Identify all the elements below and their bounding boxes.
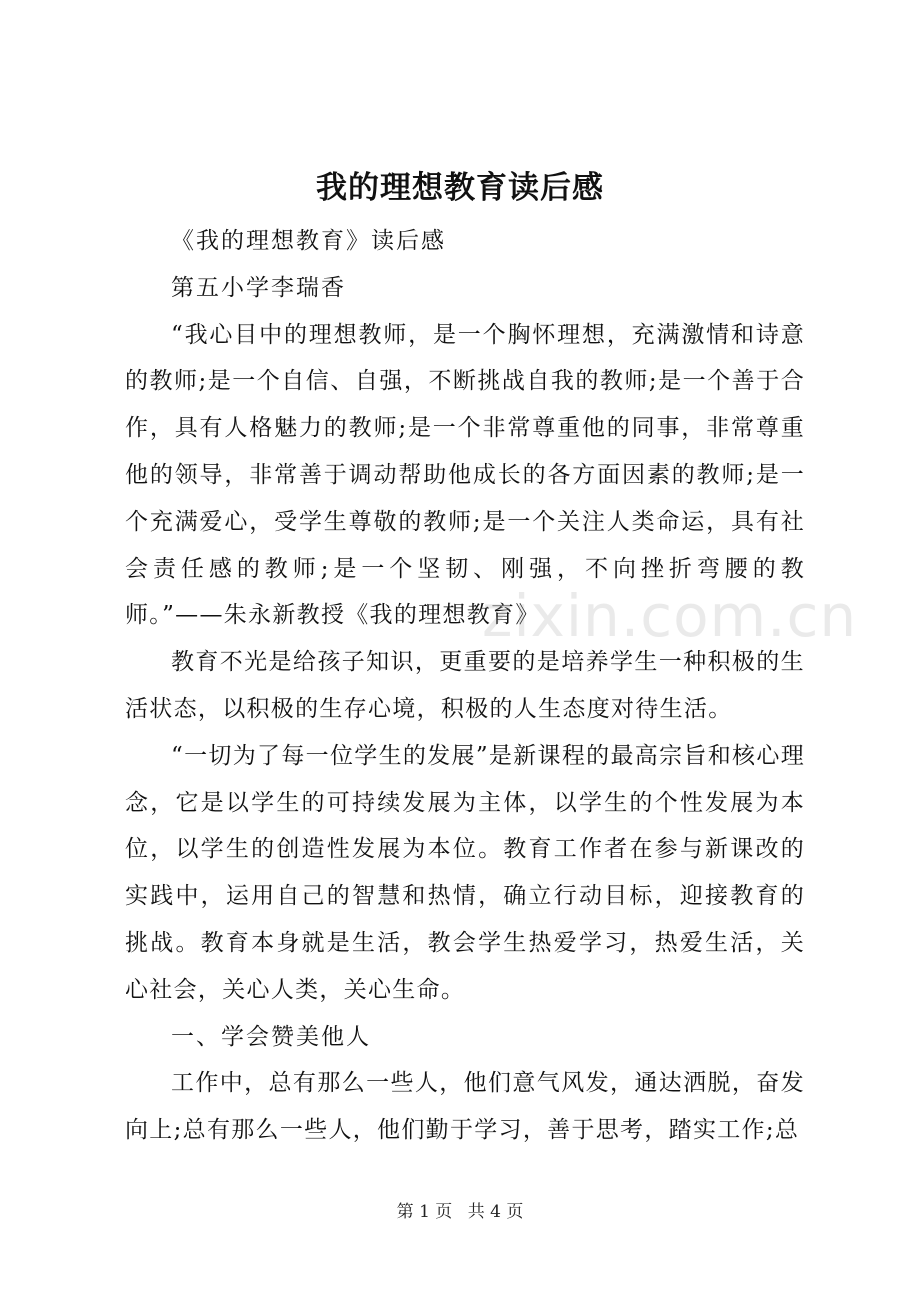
watermark: zixin.com.cn xyxy=(482,582,858,650)
page-number: 第 1 页 xyxy=(396,1202,453,1222)
paragraph-education: 教育不光是给孩子知识，更重要的是培养学生一种积极的生活状态，以积极的生存心境，积极的人生态度对待生活。 xyxy=(125,649,805,722)
paragraph-work: 工作中，总有那么一些人，他们意气风发，通达洒脱，奋发向上;总有那么一些人，他们勤于学习，善于思考，踏实工作;总 xyxy=(125,1070,805,1144)
paragraph-subtitle: 《我的理想教育》读后感 xyxy=(171,228,446,254)
section-heading-praise: 一、学会赞美他人 xyxy=(171,1023,371,1050)
document-body xyxy=(125,218,805,1154)
document-title: 我的理想教育读后感 xyxy=(316,170,604,206)
page-footer xyxy=(0,1200,920,1224)
paragraph-new-curriculum: “一切为了每一位学生的发展”是新课程的最高宗旨和核心理念，它是以学生的可持续发展为主体，以学生的个性发展为本位，以学生的创造性发展为本位。教育工作者在参与新课改的实践中，运用自己的智慧和热情，确立行动目标，迎接教育的挑战。教育本身就是生活，教会学生热爱学习，热爱生活，关心社会，关心人类，关心生命。 xyxy=(125,742,805,1003)
paragraph-author: 第五小学李瑞香 xyxy=(171,274,346,301)
page-total: 共 4 页 xyxy=(467,1202,524,1222)
paragraph-quote: “我心目中的理想教师，是一个胸怀理想，充满激情和诗意的教师;是一个自信、自强，不断挑战自我的教师;是一个善于合作，具有人格魅力的教师;是一个非常尊重他的同事，非常尊重他的领导，非常善于调动帮助他成长的各方面因素的教师;是一个充满爱心，受学生尊敬的教师;是一个关注人类命运，具有社会责任感的教师;是一个坚韧、刚强，不向挫折弯腰的教师。”——朱永新教授《我的理想教育》 xyxy=(125,321,805,629)
